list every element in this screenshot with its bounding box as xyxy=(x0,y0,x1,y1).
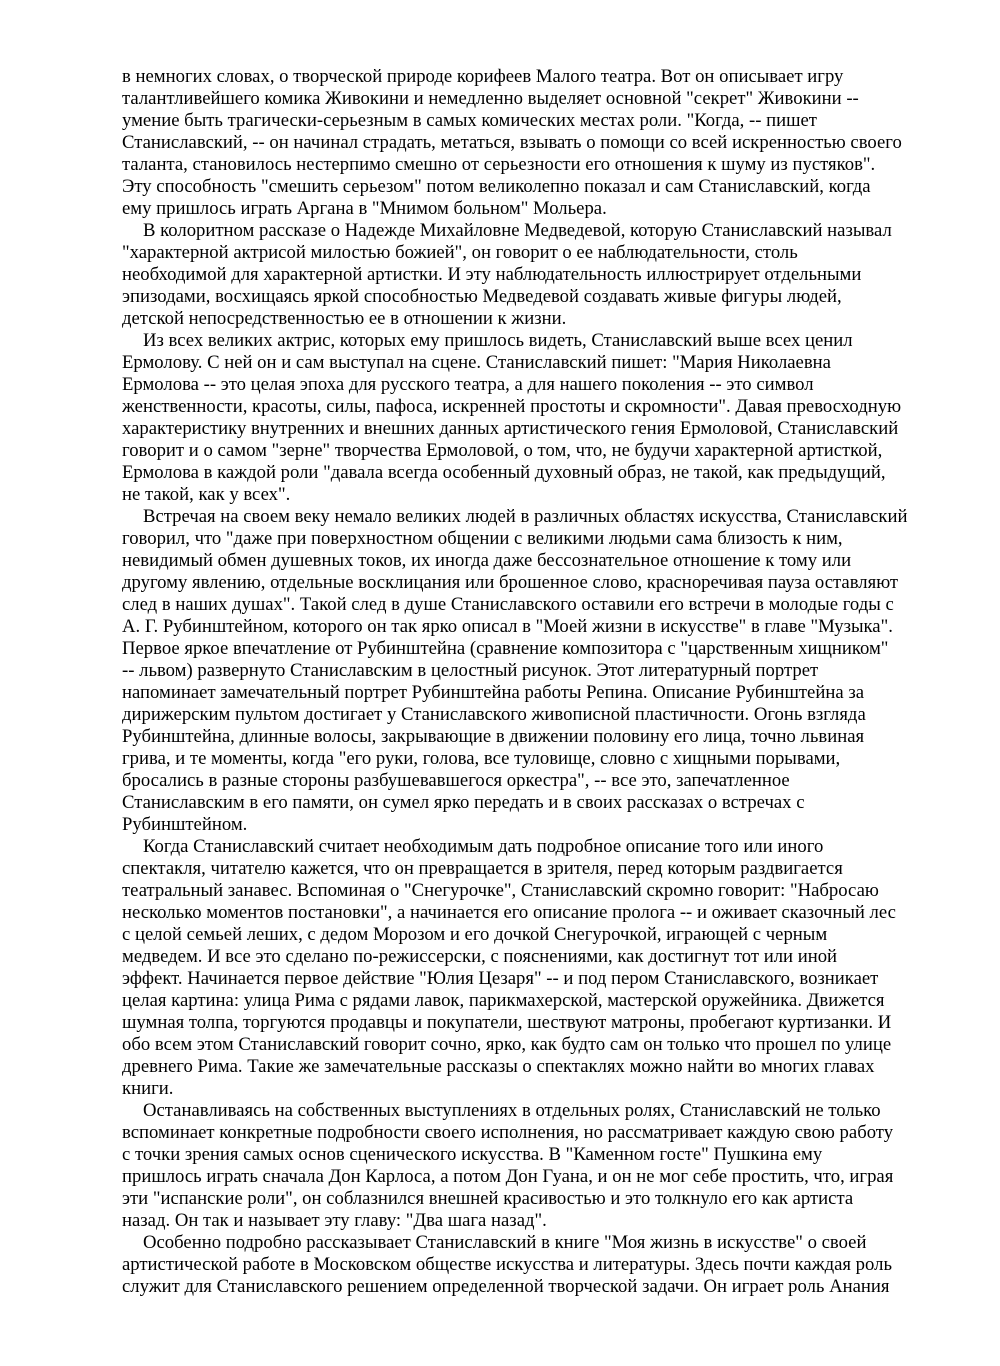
text-line: древнего Рима. Такие же замечательные рассказы о спектаклях можно найти во многих главах xyxy=(122,1056,875,1077)
text-line: напоминает замечательный портрет Рубинштейна работы Репина. Описание Рубинштейна за xyxy=(122,682,864,703)
paragraph xyxy=(122,836,922,1100)
text-line: ему пришлось играть Аргана в "Мнимом больном" Мольера. xyxy=(122,198,607,219)
text-line: женственности, красоты, силы, пафоса, искренней простоты и скромности". Давая превосходную xyxy=(122,396,902,417)
text-line: с целой семьей леших, с дедом Морозом и его дочкой Снегурочкой, играющей с черным xyxy=(122,924,828,945)
text-line: "характерной актрисой милостью божией", он говорит о ее наблюдательности, столь xyxy=(122,242,798,263)
text-line: невидимый обмен душевных токов, их иногда даже бессознательное отношение к тому или xyxy=(122,550,852,571)
text-line: не такой, как у всех". xyxy=(122,484,291,505)
text-line: книги. xyxy=(122,1078,174,1099)
text-line: Станиславский, -- он начинал страдать, метаться, взывать о помощи со всей искренностью своего xyxy=(122,132,902,153)
text-line: А. Г. Рубинштейном, которого он так ярко описал в "Моей жизни в искусстве" в главе "Музыка". xyxy=(122,616,893,637)
text-line: детской непосредственностью ее в отношении к жизни. xyxy=(122,308,567,329)
text-line: Эту способность "смешить серьезом" потом великолепно показал и сам Станиславский, когда xyxy=(122,176,871,197)
text-line: в немногих словах, о творческой природе корифеев Малого театра. Вот он описывает игру xyxy=(122,66,844,87)
text-line: Ермолову. С ней он и сам выступал на сцене. Станиславский пишет: "Мария Николаевна xyxy=(122,352,831,373)
text-line: несколько моментов постановки", а начинается его описание пролога -- и оживает сказочный лес xyxy=(122,902,896,923)
text-line: спектакля, читателю кажется, что он превращается в зрителя, перед которым раздвигается xyxy=(122,858,843,879)
text-line: след в наших душах". Такой след в душе Станиславского оставили его встречи в молодые годы с xyxy=(122,594,894,615)
text-line: артистической работе в Московском обществе искусства и литературы. Здесь почти каждая роль xyxy=(122,1254,892,1275)
text-line: эти "испанские роли", он соблазнился внешней красивостью и это толкнуло его как артиста xyxy=(122,1188,854,1209)
text-line: эффект. Начинается первое действие "Юлия Цезаря" -- и под пером Станиславского, возникает xyxy=(122,968,879,989)
paragraph xyxy=(122,1100,922,1232)
text-line: Рубинштейном. xyxy=(122,814,248,835)
text-line: другому явлению, отдельные восклицания или брошенное слово, красноречивая пауза оставляют xyxy=(122,572,899,593)
text-line: Останавливаясь на собственных выступлениях в отдельных ролях, Станиславский не только xyxy=(143,1100,881,1121)
text-line: эпизодами, восхищаясь яркой способностью Медведевой создавать живые фигуры людей, xyxy=(122,286,842,307)
text-line: шумная толпа, торгуются продавцы и покупатели, шествуют матроны, пробегают куртизанки. И xyxy=(122,1012,892,1033)
text-line: необходимой для характерной артистки. И эту наблюдательность иллюстрирует отдельными xyxy=(122,264,862,285)
text-line: дирижерским пультом достигает у Станиславского живописной пластичности. Огонь взгляда xyxy=(122,704,866,725)
text-line: вспоминает конкретные подробности своего исполнения, но рассматривает каждую свою работу xyxy=(122,1122,894,1143)
text-line: умение быть трагически-серьезным в самых комических местах роли. "Когда, -- пишет xyxy=(122,110,817,131)
document-page xyxy=(122,66,922,1298)
text-line: Станиславским в его памяти, он сумел ярко передать и в своих рассказах о встречах с xyxy=(122,792,805,813)
text-line: медведем. И все это сделано по-режиссерски, с пояснениями, как достигнут тот или иной xyxy=(122,946,838,967)
text-line: характеристику внутренних и внешних данных артистического гения Ермоловой, Станиславский xyxy=(122,418,899,439)
paragraph xyxy=(122,330,922,506)
text-line: бросались в разные стороны разбушевавшегося оркестра", -- все это, запечатленное xyxy=(122,770,790,791)
text-line: грива, и те моменты, когда "его руки, голова, все туловище, словно с хищными порывами, xyxy=(122,748,841,769)
text-line: обо всем этом Станиславский говорит сочно, ярко, как будто сам он только что прошел по улице xyxy=(122,1034,892,1055)
text-line: таланта, становилось нестерпимо смешно от серьезности его отношения к шуму из пустяков". xyxy=(122,154,876,175)
text-line: Рубинштейна, длинные волосы, закрывающие в движении половину его лица, точно львиная xyxy=(122,726,865,747)
text-line: Когда Станиславский считает необходимым дать подробное описание того или иного xyxy=(143,836,824,857)
paragraph xyxy=(122,1232,922,1298)
text-line: Ермолова в каждой роли "давала всегда особенный духовный образ, не такой, как предыдущий, xyxy=(122,462,886,483)
text-line: В колоритном рассказе о Надежде Михайловне Медведевой, которую Станиславский называл xyxy=(143,220,892,241)
text-line: театральный занавес. Вспоминая о "Снегурочке", Станиславский скромно говорит: "Набросаю xyxy=(122,880,879,901)
text-line: с точки зрения самых основ сценического искусства. В "Каменном госте" Пушкина ему xyxy=(122,1144,823,1165)
paragraph xyxy=(122,506,922,836)
text-line: говорил, что "даже при поверхностном общении с великими людьми сама близость к ним, xyxy=(122,528,843,549)
text-line: Встречая на своем веку немало великих людей в различных областях искусства, Станиславский xyxy=(143,506,908,527)
text-line: говорит и о самом "зерне" творчества Ермоловой, о том, что, не будучи характерной артисткой, xyxy=(122,440,883,461)
paragraph xyxy=(122,220,922,330)
text-line: Из всех великих актрис, которых ему пришлось видеть, Станиславский выше всех ценил xyxy=(143,330,853,351)
text-line: -- львом) развернуто Станиславским в целостный рисунок. Этот литературный портрет xyxy=(122,660,819,681)
text-line: служит для Станиславского решением определенной творческой задачи. Он играет роль Анания xyxy=(122,1276,890,1297)
text-line: Ермолова -- это целая эпоха для русского театра, а для нашего поколения -- это символ xyxy=(122,374,814,395)
text-line: целая картина: улица Рима с рядами лавок, парикмахерской, мастерской оружейника. Движется xyxy=(122,990,885,1011)
paragraph xyxy=(122,66,922,220)
text-line: назад. Он так и называет эту главу: "Два шага назад". xyxy=(122,1210,547,1231)
text-line: пришлось играть сначала Дон Карлоса, а потом Дон Гуана, и он не мог себе простить, что, играя xyxy=(122,1166,894,1187)
text-line: Первое яркое впечатление от Рубинштейна (сравнение композитора с "царственным хищником" xyxy=(122,638,889,659)
text-line: талантливейшего комика Живокини и немедленно выделяет основной "секрет" Живокини -- xyxy=(122,88,859,109)
text-line: Особенно подробно рассказывает Станиславский в книге "Моя жизнь в искусстве" о своей xyxy=(143,1232,867,1253)
